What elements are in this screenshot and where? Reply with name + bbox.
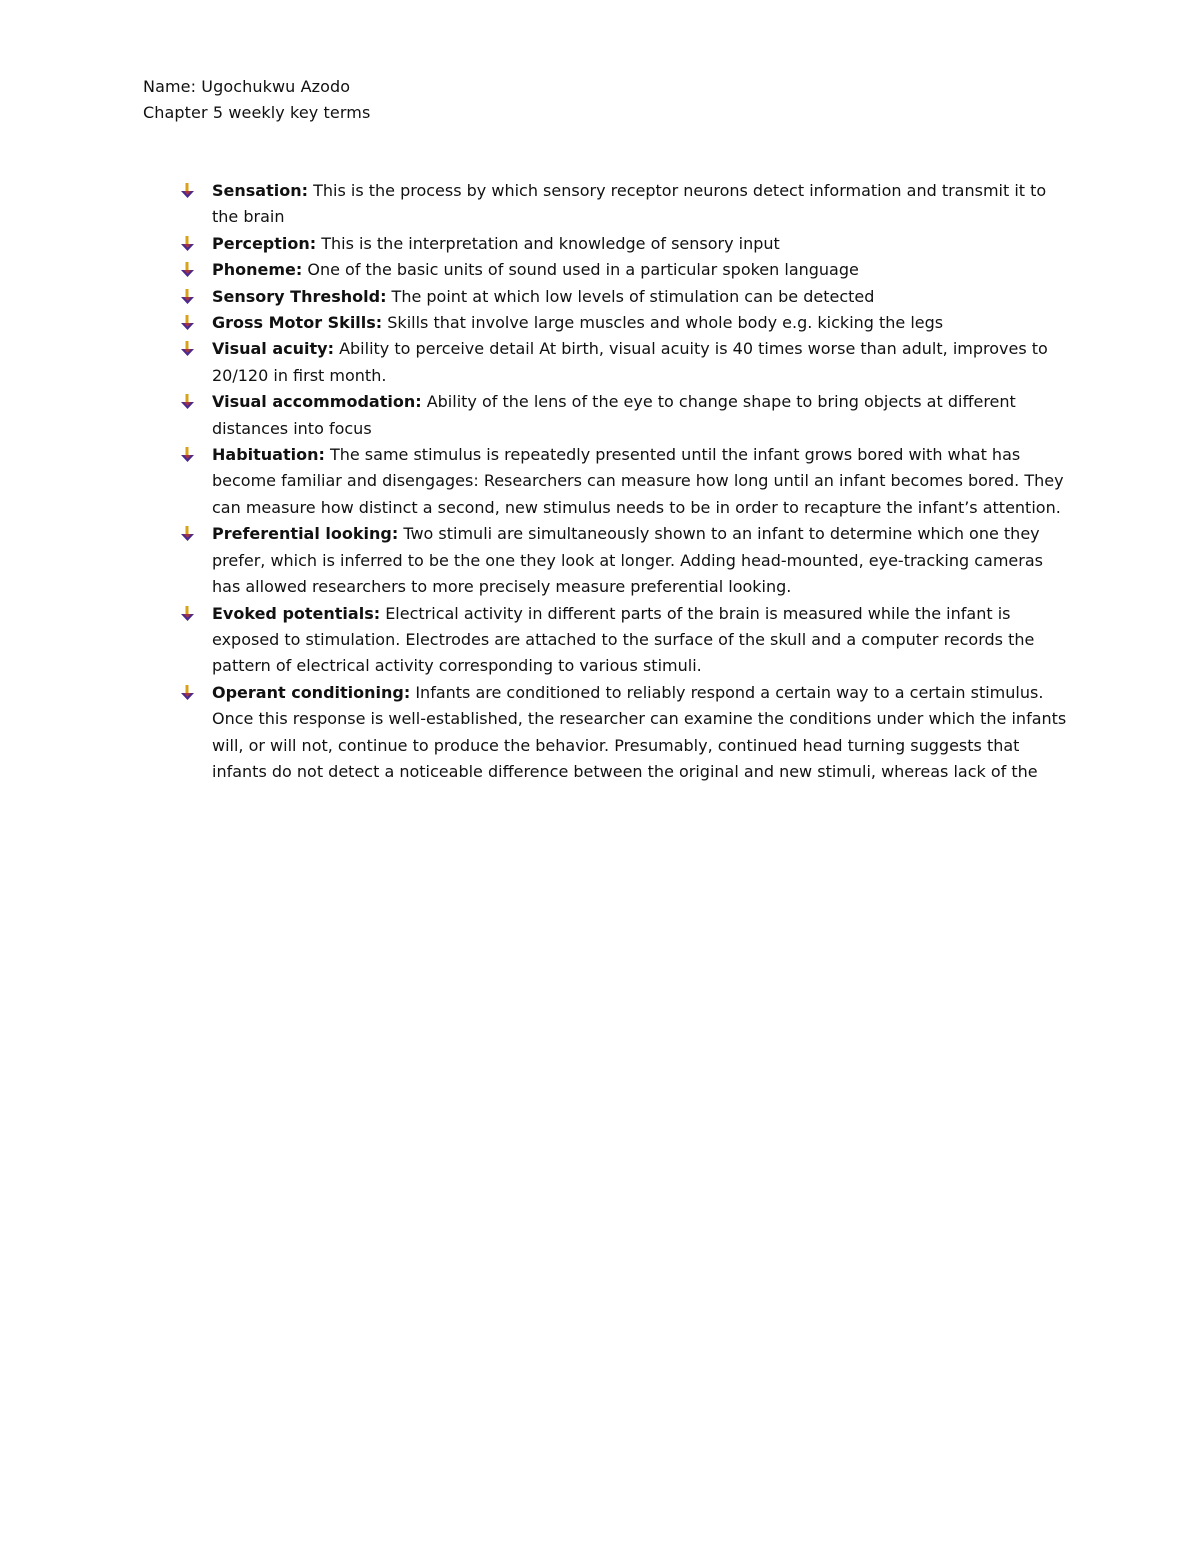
term-name: Preferential looking:: [212, 524, 399, 544]
arrow-down-bullet-icon: [180, 446, 195, 463]
term-definition: Infants are conditioned to reliably respond a certain way to a certain stimulus. Once this response is well-established, the researcher can examine the conditions under which the infants will, or will not, continue to produce the behavior. Presumably, continued head turning suggests that infants do not detect a noticeable difference between the original and new stimuli, whereas lack of the: [212, 682, 1067, 781]
term-definition: Ability of the lens of the eye to change shape to bring objects at different distances into focus: [212, 392, 1016, 438]
arrow-down-bullet-icon: [180, 261, 195, 278]
list-item: [180, 257, 1070, 283]
term-definition: Electrical activity in different parts of the brain is measured while the infant is exposed to stimulation. Electrodes are attached to the surface of the skull and a computer records the pattern of electrical activity corresponding to various stimuli.: [212, 603, 1035, 676]
arrow-down-bullet-icon: [180, 393, 195, 410]
arrow-down-bullet-icon: [180, 605, 195, 622]
term-name: Evoked potentials:: [212, 603, 381, 623]
term-name: Sensory Threshold:: [212, 286, 387, 306]
term-name: Sensation:: [212, 181, 308, 200]
list-item: [180, 336, 1070, 389]
list-item: [180, 389, 1070, 442]
arrow-down-bullet-icon: [180, 684, 195, 701]
term-name: Operant conditioning:: [212, 682, 411, 702]
list-item: [180, 231, 1070, 257]
term-definition: This is the process by which sensory receptor neurons detect information and transmit it to the brain: [212, 181, 1047, 227]
document-subtitle: Chapter 5 weekly key terms: [143, 103, 371, 122]
term-definition: The point at which low levels of stimulation can be detected: [386, 286, 875, 306]
term-name: Phoneme:: [212, 260, 303, 280]
arrow-down-bullet-icon: [180, 288, 195, 305]
student-name-line: Name: Ugochukwu Azodo: [143, 77, 351, 96]
term-definition: The same stimulus is repeatedly presented until the infant grows bored with what has become familiar and disengages: Researchers can measure how long until an infant becomes bored. They can measure how distinct a second, new stimulus needs to be in order to recapture the infant’s attention.: [212, 445, 1064, 517]
term-name: Perception:: [212, 233, 317, 253]
term-definition: Two stimuli are simultaneously shown to an infant to determine which one they prefer, which is inferred to be the one they look at longer. Adding head-mounted, eye-tracking cameras has allowed researchers to more precisely measure preferential looking.: [212, 524, 1043, 597]
term-definition: This is the interpretation and knowledge of sensory input: [316, 233, 780, 253]
arrow-down-bullet-icon: [180, 340, 195, 357]
term-name: Habituation:: [212, 445, 325, 465]
term-definition: One of the basic units of sound used in a particular spoken language: [302, 260, 859, 280]
list-item: [180, 284, 1070, 310]
arrow-down-bullet-icon: [180, 525, 195, 542]
term-name: Visual accommodation:: [212, 392, 422, 412]
list-item: [180, 680, 1070, 786]
list-item: [180, 178, 1070, 231]
term-definition: Ability to perceive detail At birth, visual acuity is 40 times worse than adult, improves to 20/120 in first month.: [212, 339, 1048, 385]
list-item: [180, 601, 1070, 680]
list-item: [180, 310, 1070, 336]
term-name: Gross Motor Skills:: [212, 313, 383, 333]
document-header: [143, 74, 1043, 126]
arrow-down-bullet-icon: [180, 314, 195, 331]
key-terms-list: [180, 178, 1070, 785]
list-item: [180, 442, 1070, 521]
term-definition: Skills that involve large muscles and whole body e.g. kicking the legs: [382, 313, 944, 333]
list-item: [180, 521, 1070, 600]
term-name: Visual acuity:: [212, 339, 334, 359]
arrow-down-bullet-icon: [180, 235, 195, 252]
arrow-down-bullet-icon: [180, 182, 195, 199]
